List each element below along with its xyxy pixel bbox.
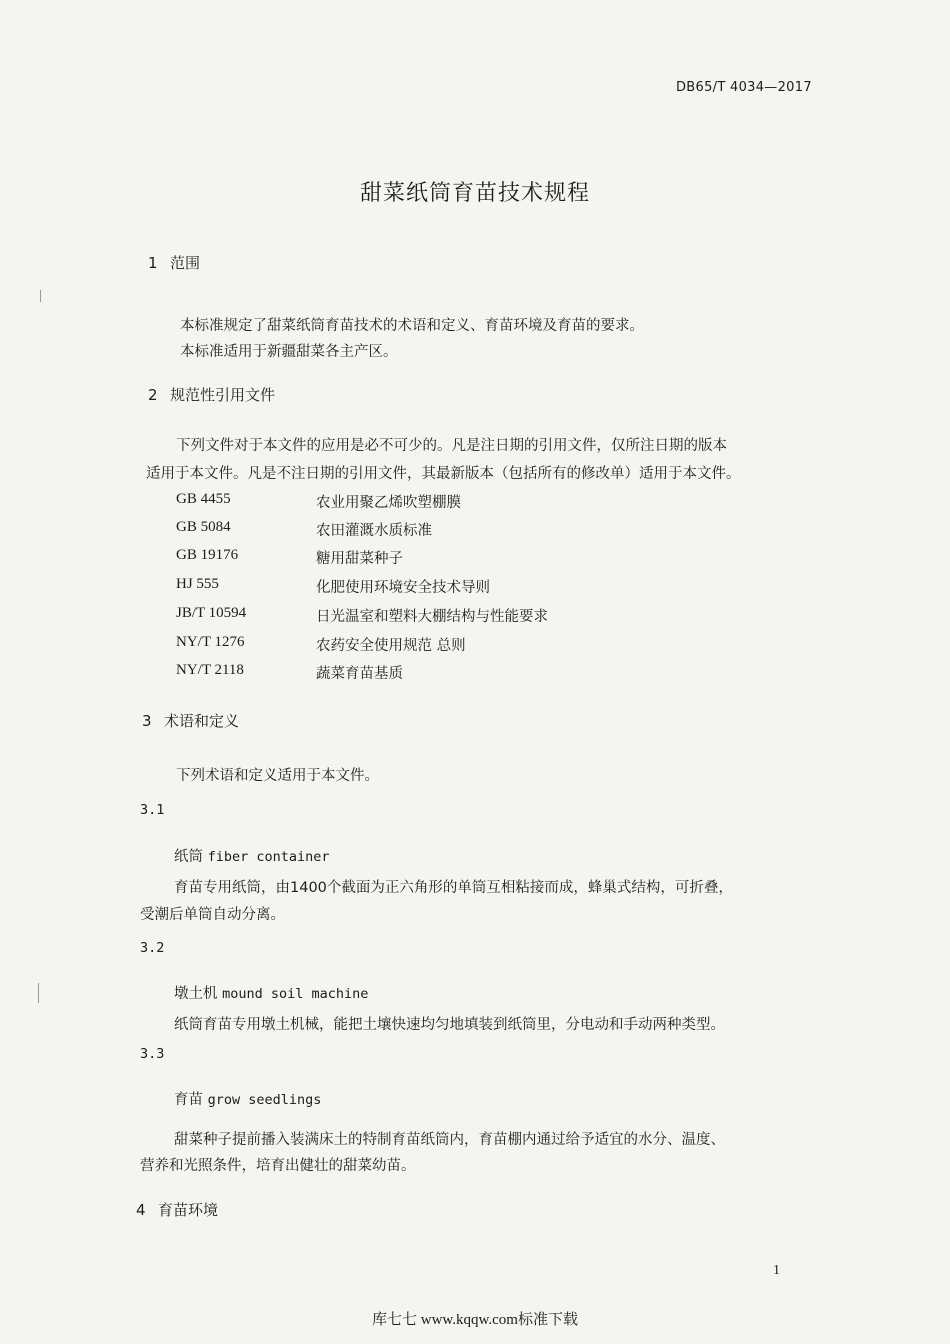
footer-watermark: 库七七 www.kqqw.com标准下载 bbox=[372, 1312, 578, 1328]
ref-code: NY/T 1276 bbox=[176, 634, 245, 650]
section-number: 4 bbox=[136, 1201, 146, 1219]
page-number: 1 bbox=[773, 1263, 780, 1278]
section-title: 育苗环境 bbox=[158, 1201, 219, 1219]
term-chinese: 育苗 bbox=[174, 1092, 203, 1108]
term-heading bbox=[174, 1088, 321, 1109]
section-number: 2 bbox=[148, 386, 158, 404]
ref-title: 蔬菜育苗基质 bbox=[316, 666, 403, 682]
scan-mark bbox=[38, 983, 39, 1003]
section-1-paragraph-2: 本标准适用于新疆甜菜各主产区。 bbox=[180, 344, 398, 360]
term-definition-line-1: 甜菜种子提前播入装满床土的特制育苗纸筒内，育苗棚内通过给予适宜的水分、温度、 bbox=[174, 1132, 725, 1148]
term-english: fiber container bbox=[207, 849, 330, 865]
section-4-heading bbox=[136, 1199, 218, 1220]
term-chinese: 纸筒 bbox=[174, 849, 203, 865]
ref-code: GB 5084 bbox=[176, 519, 231, 535]
term-definition-line-1: 育苗专用纸筒，由1400个截面为正六角形的单筒互相粘接而成，蜂巢式结构，可折叠， bbox=[174, 880, 733, 896]
ref-code: GB 19176 bbox=[176, 547, 239, 563]
section-2-paragraph-line-1: 下列文件对于本文件的应用是必不可少的。凡是注日期的引用文件，仅所注日期的版本 bbox=[176, 438, 727, 454]
section-2-paragraph-line-2: 适用于本文件。凡是不注日期的引用文件，其最新版本（包括所有的修改单）适用于本文件。 bbox=[146, 466, 741, 482]
term-definition-line-1: 纸筒育苗专用墩土机械，能把土壤快速均匀地填装到纸筒里，分电动和手动两种类型。 bbox=[174, 1017, 725, 1033]
ref-title: 农业用聚乙烯吹塑棚膜 bbox=[316, 495, 461, 511]
standard-code: DB65/T 4034—2017 bbox=[676, 80, 812, 95]
ref-title: 日光温室和塑料大棚结构与性能要求 bbox=[316, 609, 548, 625]
term-english: mound soil machine bbox=[222, 986, 369, 1002]
ref-code: JB/T 10594 bbox=[176, 605, 247, 621]
ref-code: NY/T 2118 bbox=[176, 662, 244, 678]
section-1-paragraph-1: 本标准规定了甜菜纸筒育苗技术的术语和定义、育苗环境及育苗的要求。 bbox=[180, 318, 644, 334]
ref-code: GB 4455 bbox=[176, 491, 231, 507]
ref-code: HJ 555 bbox=[176, 576, 219, 592]
term-heading bbox=[174, 982, 368, 1003]
term-heading bbox=[174, 845, 330, 866]
document-title: 甜菜纸筒育苗技术规程 bbox=[359, 181, 590, 206]
ref-title: 农田灌溉水质标准 bbox=[316, 523, 432, 539]
term-english: grow seedlings bbox=[207, 1092, 322, 1108]
section-3-heading bbox=[142, 710, 239, 731]
ref-title: 化肥使用环境安全技术导则 bbox=[316, 580, 490, 596]
term-definition-line-2: 受潮后单筒自动分离。 bbox=[140, 907, 285, 923]
scan-mark bbox=[40, 290, 41, 302]
ref-title: 糖用甜菜种子 bbox=[316, 551, 403, 567]
section-1-heading bbox=[148, 252, 200, 273]
section-title: 范围 bbox=[170, 254, 201, 272]
section-title: 规范性引用文件 bbox=[170, 386, 276, 404]
term-number: 3.3 bbox=[140, 1046, 165, 1062]
section-title: 术语和定义 bbox=[164, 712, 240, 730]
term-number: 3.1 bbox=[140, 802, 165, 818]
section-2-heading bbox=[148, 384, 275, 405]
term-number: 3.2 bbox=[140, 940, 165, 956]
section-3-intro: 下列术语和定义适用于本文件。 bbox=[176, 768, 379, 784]
ref-title: 农药安全使用规范 总则 bbox=[316, 638, 466, 654]
term-chinese: 墩土机 bbox=[174, 986, 218, 1002]
section-number: 3 bbox=[142, 712, 152, 730]
section-number: 1 bbox=[148, 254, 158, 272]
term-definition-line-2: 营养和光照条件，培育出健壮的甜菜幼苗。 bbox=[140, 1158, 416, 1174]
